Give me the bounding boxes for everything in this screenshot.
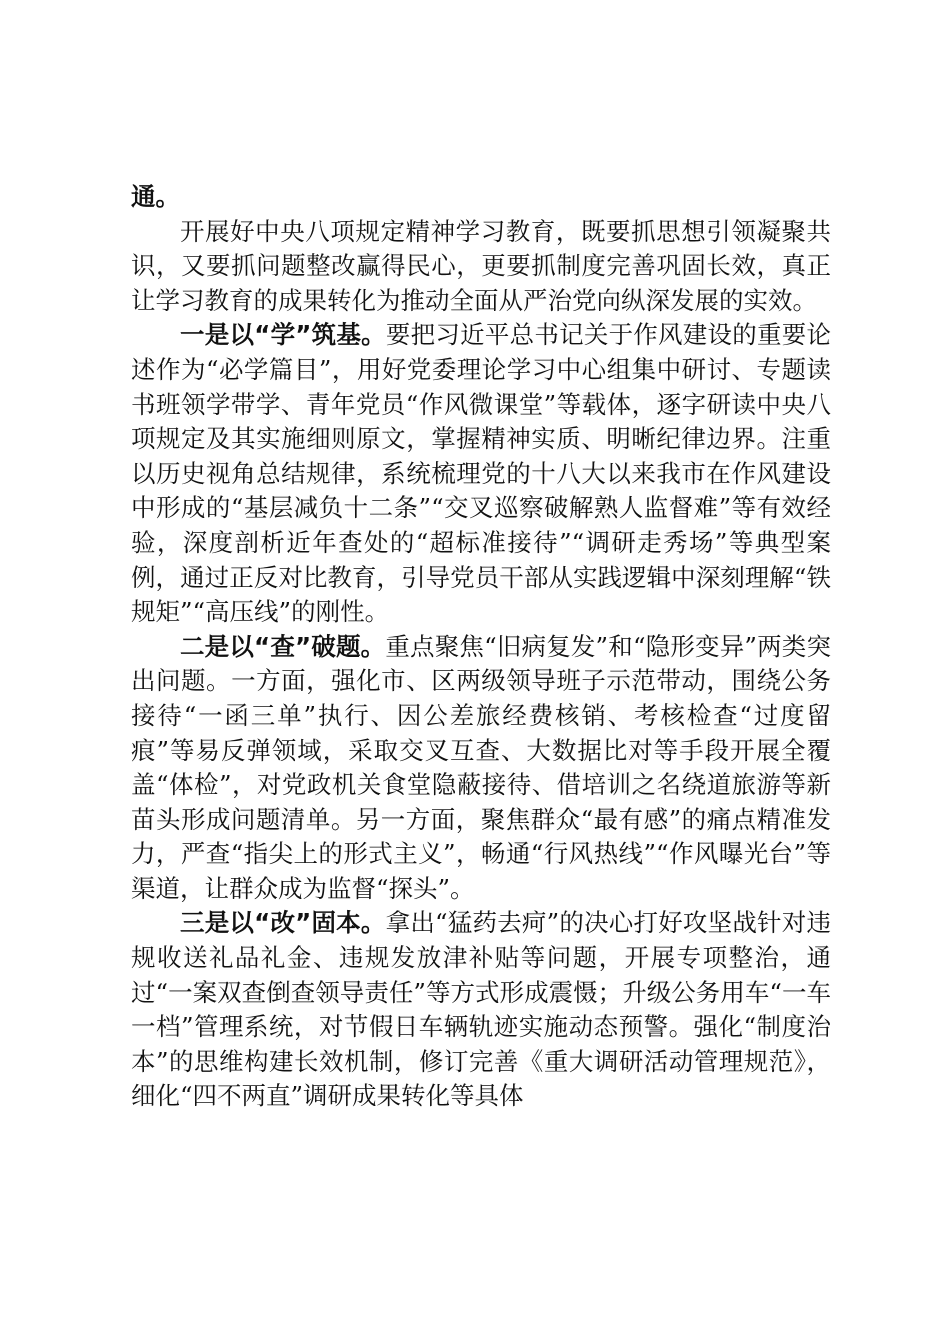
section-paragraph-1: [131, 318, 831, 629]
section-body-3: 拿出“猛药去疴”的决心打好攻坚战针对违规收送礼品礼金、违规发放津补贴等问题，开展专项整治，通过“一案双查倒查领导责任”等方式形成震慑；升级公务用车“一车一档”管理系统，对节假日车辆轨迹实施动态预警。强化“制度治本”的思维构建长效机制，修订完善《重大调研活动管理规范》，细化“四不两直”调研成果转化等具体: [131, 908, 831, 1111]
section-body-2: 重点聚焦“旧病复发”和“隐形变异”两类突出问题。一方面，强化市、区两级领导班子示范带动，围绕公务接待“一函三单”执行、因公差旅经费核销、考核检查“过度留痕”等易反弹领域，采取交叉互查、大数据比对等手段开展全覆盖“体检”，对党政机关食堂隐蔽接待、借培训之名绕道旅游等新苗头形成问题清单。另一方面，聚焦群众“最有感”的痛点精准发力，严查“指尖上的形式主义”，畅通“行风热线”“作风曝光台”等渠道，让群众成为监督“探头”。: [131, 631, 831, 903]
document-body: [131, 180, 831, 1114]
continued-fragment: 通。: [131, 182, 180, 211]
section-paragraph-3: [131, 906, 831, 1114]
section-lead-2: 二是以“查”破题。: [180, 631, 386, 661]
section-lead-1: 一是以“学”筑基。: [180, 320, 386, 350]
section-body-1: 要把习近平总书记关于作风建设的重要论述作为“必学篇目”，用好党委理论学习中心组集中研讨、专题读书班领学带学、青年党员“作风微课堂”等载体，逐字研读中央八项规定及其实施细则原文，掌握精神实质、明晰纪律边界。注重以历史视角总结规律，系统梳理党的十八大以来我市在作风建设中形成的“基层减负十二条”“交叉巡察破解熟人监督难”等有效经验，深度剖析近年查处的“超标准接待”“调研走秀场”等典型案例，通过正反对比教育，引导党员干部从实践逻辑中深刻理解“铁规矩”“高压线”的刚性。: [131, 320, 831, 627]
section-paragraph-2: [131, 630, 831, 907]
section-lead-3: 三是以“改”固本。: [180, 908, 386, 938]
intro-paragraph: 开展好中央八项规定精神学习教育，既要抓思想引领凝聚共识，又要抓问题整改赢得民心，更要抓制度完善巩固长效，真正让学习教育的成果转化为推动全面从严治党向纵深发展的实效。: [131, 216, 831, 315]
